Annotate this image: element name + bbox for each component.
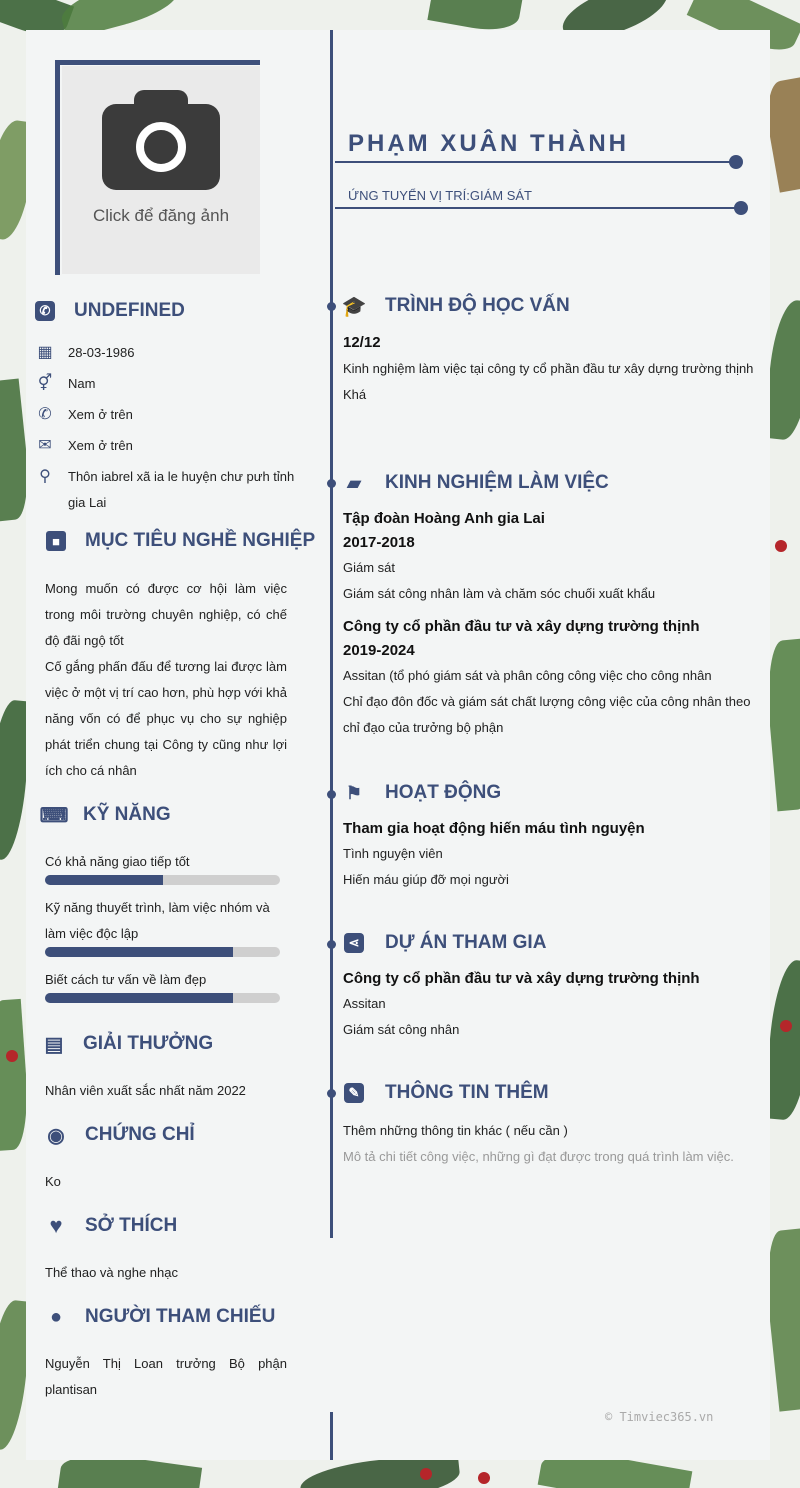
skill-name: Kỹ năng thuyết trình, làm việc nhóm và làm việc độc lập xyxy=(45,900,270,941)
address-row xyxy=(34,464,314,516)
phone-value: Xem ở trên xyxy=(68,407,133,422)
name-underline xyxy=(335,161,735,163)
map-pin-icon: ⚲ xyxy=(39,468,51,485)
book-icon: ▰ xyxy=(347,472,361,493)
references-heading xyxy=(45,1306,275,1328)
avatar-upload-label: Click để đăng ảnh xyxy=(92,206,230,225)
education-heading xyxy=(343,295,570,317)
project-role: Assitan xyxy=(343,996,386,1011)
objective-body xyxy=(45,576,287,784)
certificates-heading xyxy=(45,1124,195,1146)
gender-row xyxy=(34,371,95,397)
references-text: Nguyễn Thị Loan trưởng Bộ phận plantisan xyxy=(45,1356,287,1397)
extra-text: Thêm những thông tin khác ( nếu cần ) xyxy=(343,1123,568,1138)
skill-name: Biết cách tư vấn về làm đẹp xyxy=(45,972,207,987)
briefcase-icon: ■ xyxy=(45,530,67,552)
awards-text: Nhân viên xuất sắc nhất năm 2022 xyxy=(45,1083,246,1098)
projects-heading xyxy=(343,932,546,954)
job-description: Giám sát công nhân làm và chăm sóc chuối xuất khẩu xyxy=(343,586,656,601)
timeline-dot xyxy=(327,302,336,311)
skill-bar-fill xyxy=(45,875,163,885)
activities-body xyxy=(343,817,768,893)
position-underline xyxy=(335,207,739,209)
skill-bar-fill xyxy=(45,947,233,957)
phone-row xyxy=(34,402,133,428)
awards-heading xyxy=(43,1033,213,1055)
envelope-icon: ✉ xyxy=(38,437,52,454)
objective-line: Mong muốn có được cơ hội làm việc trong môi trường chuyên nghiệp, có chế độ đãi ngộ tốt xyxy=(45,581,287,648)
education-detail: Kinh nghiệm làm việc tại công ty cổ phần đầu tư xây dựng trường thịnh xyxy=(343,361,754,376)
keyboard-icon: ⌨ xyxy=(39,804,69,827)
extra-placeholder[interactable]: Mô tả chi tiết công việc, những gì đạt được trong quá trình làm việc. xyxy=(343,1149,734,1164)
job-period: 2019-2024 xyxy=(343,642,415,659)
job-company: Công ty cổ phần đầu tư và xây dựng trường thịnh xyxy=(343,618,700,635)
job-role: Assitan (tổ phó giám sát và phân công công việc cho công nhân xyxy=(343,668,712,683)
gender-icon: ⚥ xyxy=(37,375,53,392)
flag-icon: ⚑ xyxy=(345,782,363,803)
birthday-value: 28-03-1986 xyxy=(68,345,135,360)
objective-line: Cố gắng phấn đấu để tương lai được làm việc ở một vị trí cao hơn, phù hợp với khả năng vốn có để phục vụ cho sự nghiệp phát triển chung tại Công ty cũng như lợi ích cho cá nhân xyxy=(45,659,287,778)
edit-icon: ✎ xyxy=(343,1082,365,1104)
camera-icon xyxy=(102,104,220,190)
target-position: ỨNG TUYỂN VỊ TRÍ:GIÁM SÁT xyxy=(348,188,532,203)
name-line-dot xyxy=(729,155,743,169)
position-line-dot xyxy=(734,201,748,215)
timeline-dot xyxy=(327,790,336,799)
timeline-line xyxy=(330,30,333,1238)
skill-name: Có khả năng giao tiếp tốt xyxy=(45,854,190,869)
birthday-row xyxy=(34,340,135,366)
projects-title: DỰ ÁN THAM GIA xyxy=(385,932,547,953)
skill-bar xyxy=(45,875,280,885)
extra-heading xyxy=(343,1082,549,1104)
awards-title: GIẢI THƯỞNG xyxy=(83,1033,214,1054)
email-row xyxy=(34,433,133,459)
education-grade: Khá xyxy=(343,387,367,402)
job-period: 2017-2018 xyxy=(343,534,415,551)
skill-bar xyxy=(45,947,280,957)
hobbies-heading xyxy=(45,1215,177,1237)
graduation-cap-icon: 🎓 xyxy=(341,295,367,318)
job-company: Tập đoàn Hoàng Anh gia Lai xyxy=(343,510,545,527)
newspaper-icon: ▤ xyxy=(44,1033,64,1056)
timeline-dot xyxy=(327,479,336,488)
globe-icon: ◉ xyxy=(47,1124,65,1147)
project-description: Giám sát công nhân xyxy=(343,1022,460,1037)
references-title: NGƯỜI THAM CHIẾU xyxy=(85,1306,276,1327)
projects-body xyxy=(343,967,768,1043)
education-body xyxy=(343,330,768,408)
gender-value: Nam xyxy=(68,376,96,391)
education-school: 12/12 xyxy=(343,334,381,351)
skills-title: KỸ NĂNG xyxy=(83,804,171,825)
certificates-text: Ko xyxy=(45,1174,61,1189)
contact-heading xyxy=(34,300,185,322)
activity-description: Hiến máu giúp đỡ mọi người xyxy=(343,872,509,887)
activities-heading xyxy=(343,782,501,804)
skill-bar-fill xyxy=(45,993,233,1003)
timeline-line-bottom xyxy=(330,1412,333,1460)
phone-box-icon: ✆ xyxy=(34,300,56,322)
avatar-upload[interactable] xyxy=(62,66,260,274)
skills-heading xyxy=(39,804,171,827)
share-icon: ⋖ xyxy=(343,932,365,954)
job-role: Giám sát xyxy=(343,560,396,575)
objective-title: MỤC TIÊU NGHỀ NGHIỆP xyxy=(85,530,316,551)
activity-role: Tình nguyện viên xyxy=(343,846,443,861)
certificates-title: CHỨNG CHỈ xyxy=(85,1124,195,1145)
experience-title: KINH NGHIỆM LÀM VIỆC xyxy=(385,472,609,493)
education-title: TRÌNH ĐỘ HỌC VẤN xyxy=(385,295,570,316)
experience-heading xyxy=(343,472,609,494)
address-value: Thôn iabrel xã ia le huyện chư pưh tỉnh gia Lai xyxy=(68,469,295,510)
project-name: Công ty cổ phần đầu tư và xây dựng trường thịnh xyxy=(343,970,700,987)
hobbies-title: SỞ THÍCH xyxy=(85,1215,178,1236)
calendar-icon: ▦ xyxy=(37,344,53,361)
activity-name: Tham gia hoạt động hiến máu tình nguyện xyxy=(343,820,645,837)
experience-body xyxy=(343,507,768,741)
hobbies-text: Thể thao và nghe nhạc xyxy=(45,1265,178,1280)
objective-heading xyxy=(45,530,315,552)
timeline-dot xyxy=(327,940,336,949)
user-icon: ● xyxy=(49,1305,63,1328)
contact-title: UNDEFINED xyxy=(74,300,185,321)
email-value: Xem ở trên xyxy=(68,438,133,453)
watermark: © Timviec365.vn xyxy=(605,1410,714,1424)
skill-bar xyxy=(45,993,280,1003)
timeline-dot xyxy=(327,1089,336,1098)
phone-icon: ✆ xyxy=(38,406,52,423)
activities-title: HOẠT ĐỘNG xyxy=(385,782,502,803)
heart-icon: ♥ xyxy=(49,1213,63,1238)
candidate-name: PHẠM XUÂN THÀNH xyxy=(348,130,629,157)
extra-title: THÔNG TIN THÊM xyxy=(385,1082,549,1103)
extra-body xyxy=(343,1118,768,1170)
job-description: Chỉ đạo đôn đốc và giám sát chất lượng công việc của công nhân theo chỉ đạo của trưởng bộ phận xyxy=(343,694,751,735)
